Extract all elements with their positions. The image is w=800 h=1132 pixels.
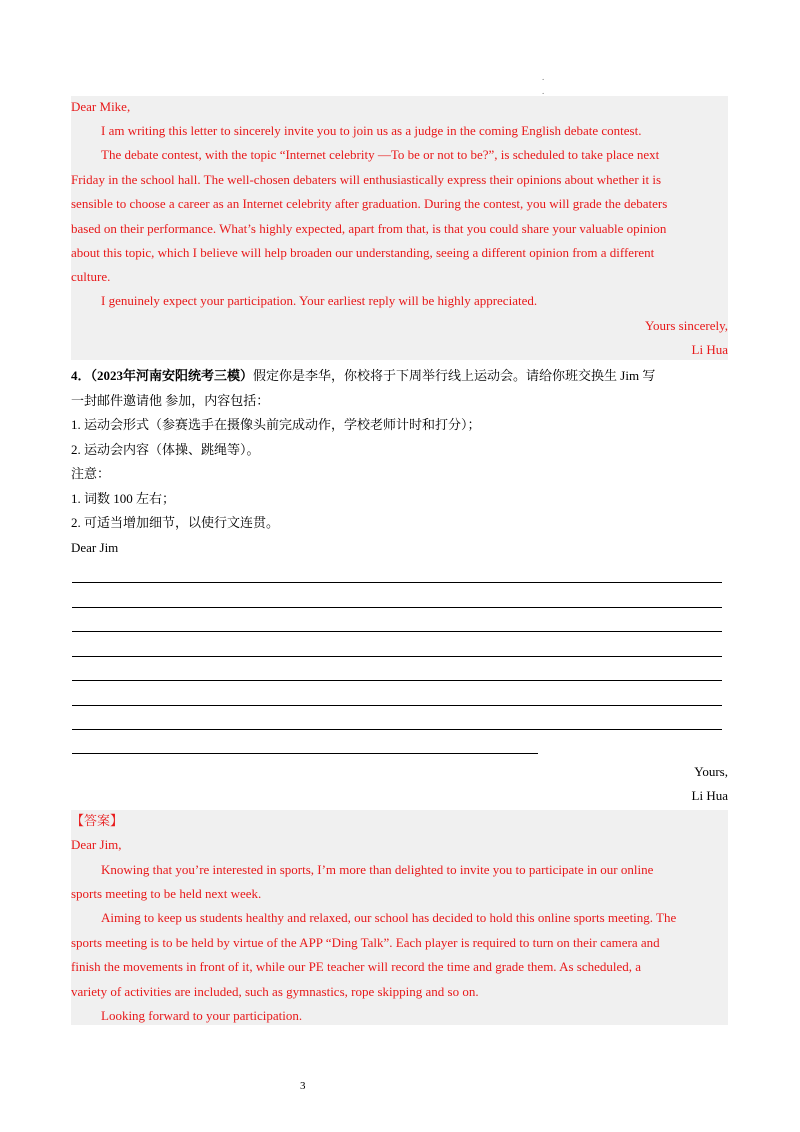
letter-line: I am writing this letter to sincerely invite you to join us as a judge in the coming English debate contest.: [101, 123, 642, 138]
writing-line: [72, 607, 722, 608]
letter-line: The debate contest, with the topic “Internet celebrity —To be or not to be?”, is scheduled to take place next: [101, 147, 660, 162]
question-source: （2023年河南安阳统考三模）: [90, 368, 254, 383]
header-dot: .: [542, 86, 545, 96]
header-dot: .: [542, 72, 545, 82]
writing-line: [72, 582, 722, 583]
page-number: 3: [300, 1080, 306, 1092]
answer-signature: Li Hua: [691, 788, 728, 803]
letter-signature: Li Hua: [691, 342, 728, 357]
sample-letter-block: [71, 96, 728, 360]
answer-greeting: Dear Jim: [71, 540, 119, 555]
question-prompt-line-2: 一封邮件邀请他 参加，内容包括：: [71, 393, 270, 408]
note-label: 注意：: [71, 466, 111, 481]
answer-line: sports meeting is to be held by virtue of the APP “Ding Talk”. Each player is required to turn on their camera and: [71, 935, 660, 950]
letter-line: Friday in the school hall. The well-chosen debaters will enthusiastically express their opinions about whether it is: [71, 172, 662, 187]
writing-line: [72, 631, 722, 632]
answer-line: Aiming to keep us students healthy and relaxed, our school has decided to hold this online sports meeting. The: [101, 910, 677, 925]
letter-line: sensible to choose a career as an Internet celebrity after graduation. During the contest, you will grade the debaters: [71, 196, 668, 211]
writing-line: [72, 656, 722, 657]
answer-label: 【答案】: [71, 813, 124, 828]
letter-line: culture.: [71, 269, 111, 284]
answer-line: Knowing that you’re interested in sports, I’m more than delighted to invite you to participate in our online: [101, 862, 654, 877]
answer-greeting: Dear Jim,: [71, 837, 122, 852]
letter-line: about this topic, which I believe will help broaden our understanding, seeing a different opinion from a different: [71, 245, 655, 260]
question-item-1: 1. 运动会形式（参赛选手在摄像头前完成动作，学校老师计时和打分）；: [71, 417, 481, 432]
writing-line: [72, 705, 722, 706]
note-1: 1. 词数 100 左右；: [71, 491, 176, 506]
question-item-2: 2. 运动会内容（体操、跳绳等）。: [71, 442, 260, 457]
letter-closing: Yours sincerely,: [644, 318, 728, 333]
answer-closing: Yours,: [694, 764, 728, 779]
answer-block: [71, 810, 728, 1025]
letter-greeting: Dear Mike,: [71, 99, 131, 114]
writing-line: [72, 729, 722, 730]
question-prompt-line-1: [71, 366, 655, 386]
question-number: 4．: [71, 368, 91, 383]
letter-line: I genuinely expect your participation. Your earliest reply will be highly appreciated.: [101, 293, 538, 308]
answer-line: sports meeting to be held next week.: [71, 886, 262, 901]
question-prompt-text: 假定你是李华，你校将于下周举行线上运动会。请给你班交换生 Jim 写: [253, 368, 656, 383]
note-2: 2. 可适当增加细节，以使行文连贯。: [71, 515, 280, 530]
writing-line: [72, 753, 538, 754]
answer-line: Looking forward to your participation.: [101, 1008, 303, 1023]
letter-line: based on their performance. What’s highly expected, apart from that, is that you could share your valuable opinion: [71, 221, 667, 236]
answer-line: variety of activities are included, such as gymnastics, rope skipping and so on.: [71, 984, 479, 999]
writing-line: [72, 680, 722, 681]
answer-line: finish the movements in front of it, while our PE teacher will record the time and grade them. As scheduled, a: [71, 959, 642, 974]
